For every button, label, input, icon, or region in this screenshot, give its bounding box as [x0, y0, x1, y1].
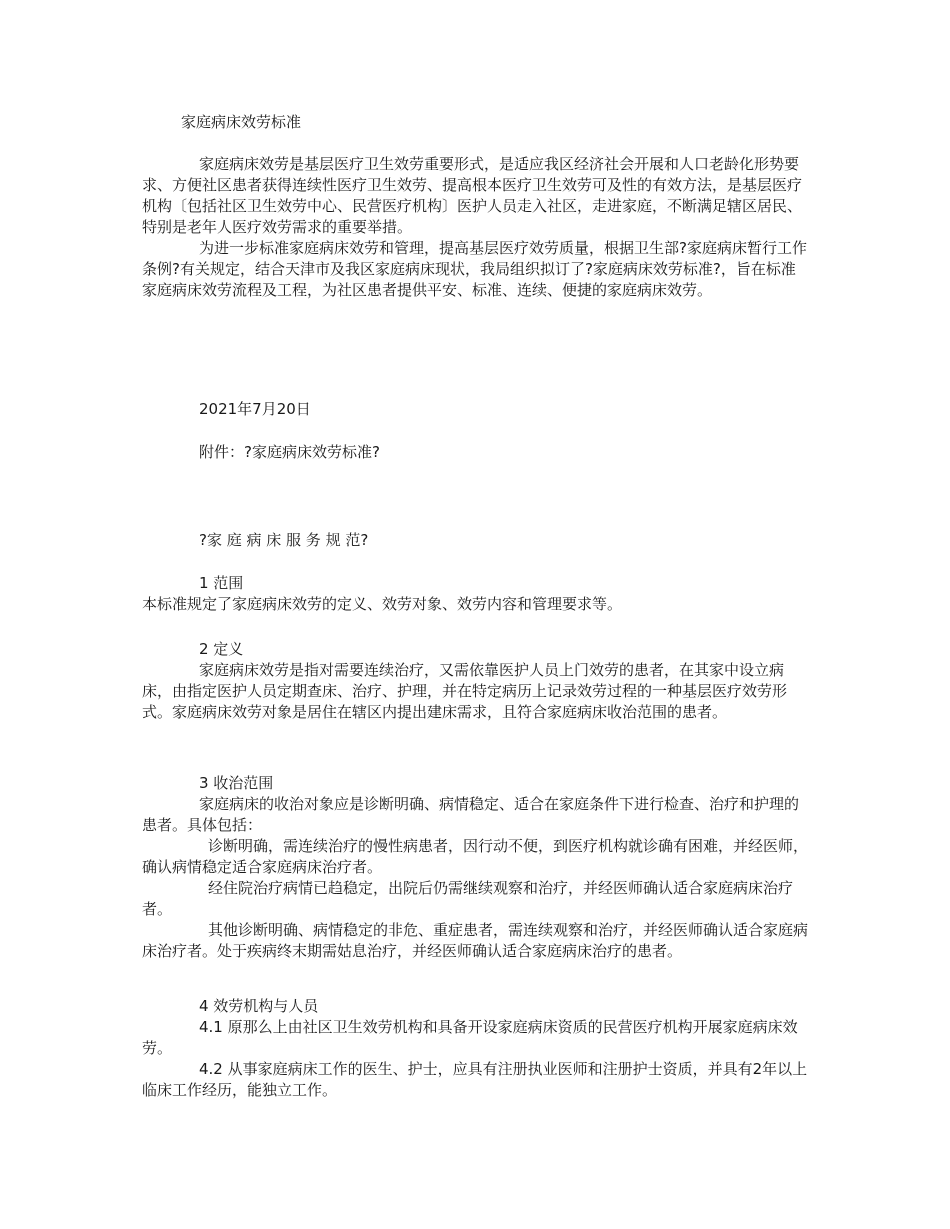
section-4-item-2: 4.2 从事家庭病床工作的医生、护士，应具有注册执业医师和注册护士资质，并具有2年以上临床工作经历，能独立工作。	[142, 1060, 808, 1099]
section-1-body: 本标准规定了家庭病床效劳的定义、效劳对象、效劳内容和管理要求等。	[142, 595, 623, 613]
attachment-line: 附件：?家庭病床效劳标准?	[199, 443, 380, 461]
section-4-item-1: 4.1 原那么上由社区卫生效劳机构和具备开设家庭病床资质的民营医疗机构开展家庭病床效劳。	[142, 1018, 798, 1057]
document-title: 家庭病床效劳标准	[181, 113, 302, 131]
section-4-heading: 4 效劳机构与人员	[199, 997, 319, 1015]
section-3-item-2: 经住院治疗病情已趋稳定，出院后仍需继续观察和治疗，并经医师确认适合家庭病床治疗者。	[142, 879, 794, 918]
section-3-item-3: 其他诊断明确、病情稳定的非危、重症患者，需连续观察和治疗，并经医师确认适合家庭病床治疗者。处于疾病终末期需姑息治疗，并经医师确认适合家庭病床治疗的患者。	[142, 921, 809, 960]
spec-title: ?家 庭 病 床 服 务 规 范?	[199, 531, 369, 549]
document-date: 2021年7月20日	[199, 400, 311, 418]
section-1	[142, 573, 808, 615]
section-3	[142, 773, 808, 962]
intro-paragraph-1: 家庭病床效劳是基层医疗卫生效劳重要形式，是适应我区经济社会开展和人口老龄化形势要求、方便社区患者获得连续性医疗卫生效劳、提高根本医疗卫生效劳可及性的有效方法，是基层医疗机构〔包括社区卫生效劳中心、民营医疗机构〕医护人员走入社区，走进家庭，不断满足辖区居民、特别是老年人医疗效劳需求的重要举措。	[142, 155, 803, 236]
section-4	[142, 996, 808, 1101]
section-3-body: 家庭病床的收治对象应是诊断明确、病情稳定、适合在家庭条件下进行检查、治疗和护理的患者。具体包括：	[142, 795, 800, 834]
intro-paragraph-2: 为进一步标准家庭病床效劳和管理，提高基层医疗效劳质量，根据卫生部?家庭病床暂行工作条例?有关规定，结合天津市及我区家庭病床现状，我局组织拟订了?家庭病床效劳标准?，旨在标准家庭病床效劳流程及工程，为社区患者提供平安、标准、连续、便捷的家庭病床效劳。	[142, 239, 807, 299]
section-2	[142, 639, 808, 723]
section-1-heading: 1 范围	[199, 574, 244, 592]
section-2-body: 家庭病床效劳是指对需要连续治疗，又需依靠医护人员上门效劳的患者，在其家中设立病床，由指定医护人员定期查床、治疗、护理，并在特定病历上记录效劳过程的一种基层医疗效劳形式。家庭病床效劳对象是居住在辖区内提出建床需求，且符合家庭病床收治范围的患者。	[142, 661, 788, 721]
section-2-heading: 2 定义	[199, 640, 244, 658]
intro-section	[142, 154, 808, 301]
section-3-item-1: 诊断明确，需连续治疗的慢性病患者，因行动不便，到医疗机构就诊确有困难，并经医师，确认病情稳定适合家庭病床治疗者。	[142, 837, 809, 876]
section-3-heading: 3 收治范围	[199, 774, 274, 792]
